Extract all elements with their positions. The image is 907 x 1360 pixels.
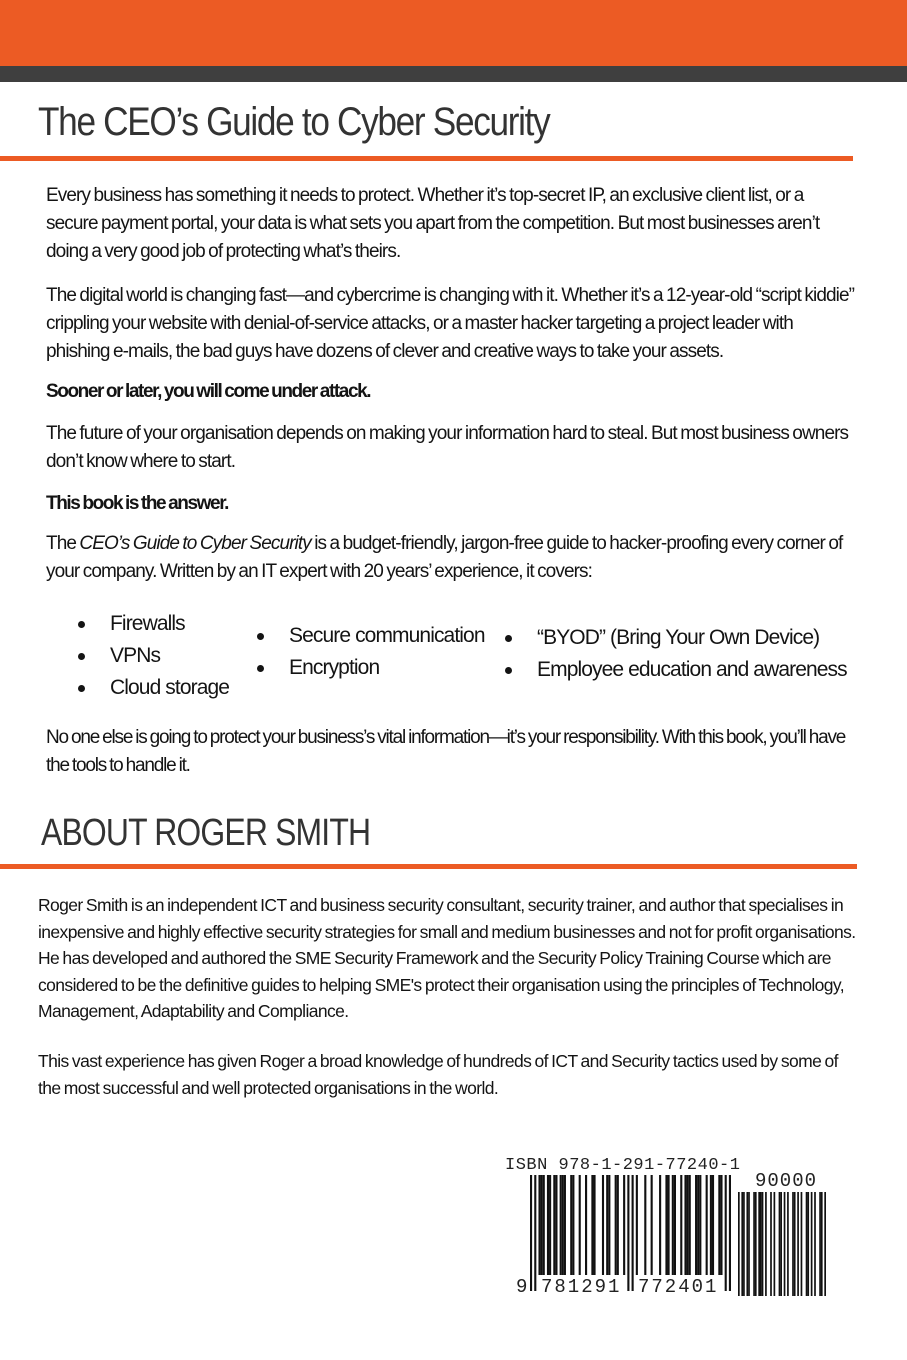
barcode-bar [672, 1175, 674, 1275]
barcode-bar [689, 1175, 691, 1275]
barcode-bar [779, 1192, 781, 1296]
barcode-bar [543, 1175, 545, 1275]
dark-header-stripe [0, 66, 907, 82]
barcode-bar [706, 1175, 708, 1275]
topic-item: Encryption [255, 652, 485, 684]
answer-statement: This book is the answer. [46, 493, 229, 514]
barcode-bar [697, 1175, 699, 1275]
ean-right-digits: 772401 [638, 1276, 719, 1298]
topic-item: Secure communication [255, 620, 485, 652]
barcode-bar [765, 1192, 767, 1296]
barcode-bar [636, 1175, 638, 1275]
book-summary-paragraph [46, 530, 858, 586]
barcode-bar [760, 1192, 762, 1296]
barcode-bar [824, 1192, 826, 1296]
barcode-bar [819, 1192, 821, 1296]
barcode-bar [741, 1192, 743, 1296]
price-code: 90000 [755, 1170, 818, 1192]
barcode-bar [608, 1175, 610, 1275]
barcode-bar [738, 1192, 740, 1296]
isbn-label: ISBN 978-1-291-77240-1 [505, 1156, 741, 1175]
ean-barcode [530, 1175, 731, 1291]
barcode-bar [538, 1175, 540, 1275]
barcode-bar [755, 1192, 757, 1296]
barcode-bar [762, 1192, 764, 1296]
barcode-bar [687, 1175, 689, 1275]
barcode-bar [659, 1175, 661, 1275]
barcode-bar [541, 1175, 543, 1275]
barcode-bar [794, 1192, 796, 1296]
barcode-bar [585, 1175, 587, 1275]
barcode-bar [665, 1175, 667, 1275]
barcode-bar [680, 1175, 682, 1275]
barcode-bar [729, 1175, 731, 1291]
topic-item: Firewalls [76, 608, 229, 640]
barcode-bar [797, 1192, 799, 1296]
barcode-bar [684, 1175, 686, 1275]
orange-header-band [0, 0, 907, 66]
barcode-bar [555, 1175, 557, 1275]
topics-column-2 [255, 620, 485, 684]
topics-column-1 [76, 608, 229, 704]
barcode-bar [720, 1175, 722, 1275]
barcode-bar [623, 1175, 625, 1275]
barcode-bar [534, 1175, 536, 1291]
barcode-bar [787, 1192, 789, 1296]
barcode-bar [780, 1192, 782, 1296]
barcode-bar [821, 1192, 823, 1296]
barcode-bar [758, 1192, 760, 1296]
barcode-bar [606, 1175, 608, 1275]
attack-warning: Sooner or later, you will come under attack. [46, 381, 371, 402]
barcode-bar [699, 1175, 701, 1275]
barcode-bar [811, 1192, 813, 1296]
responsibility-paragraph: No one else is going to protect your business’s vital information—it’s your responsibility. With this book, you’ll have the tools to handle it. [46, 727, 846, 776]
barcode-bar [602, 1175, 604, 1275]
barcode-bar [712, 1175, 714, 1275]
barcode-bar [695, 1175, 697, 1275]
topic-item: Cloud storage [76, 672, 229, 704]
barcode-bar [627, 1175, 629, 1291]
barcode-bar [674, 1175, 676, 1275]
barcode-bar [710, 1175, 712, 1275]
about-underline [0, 864, 857, 869]
barcode-bar [564, 1175, 566, 1275]
barcode-bar [725, 1175, 727, 1291]
barcode-bar [801, 1192, 803, 1296]
barcode-bar [668, 1175, 670, 1275]
ean-first-digit: 9 [516, 1276, 530, 1298]
barcode-bar [807, 1192, 809, 1296]
barcode-bar [753, 1192, 755, 1296]
barcode-bar [593, 1175, 595, 1275]
barcode-bar [562, 1175, 564, 1275]
barcode-bar [784, 1192, 786, 1296]
barcode-bar [746, 1192, 748, 1296]
summary-lead: The [46, 533, 80, 554]
barcode-bar [792, 1192, 794, 1296]
barcode-bar [549, 1175, 551, 1275]
barcode-bar [743, 1192, 745, 1296]
barcode-bar [617, 1175, 619, 1275]
barcode-bar [530, 1175, 532, 1291]
barcode-bar [615, 1175, 617, 1275]
topics-column-3 [503, 622, 847, 686]
barcode-bar [644, 1175, 646, 1275]
barcode-bar [560, 1175, 562, 1275]
barcode-bar [632, 1175, 634, 1291]
cybercrime-paragraph: The digital world is changing fast—and cybercrime is changing with it. Whether it’s a 12-year-old “script kiddie” crippling your website with denial-of-service attacks, or a master hacker targeting a project leader with phishing e-mails, the bad guys have dozens of clever and creative ways to take your assets. [46, 285, 855, 362]
barcode-bar [553, 1175, 555, 1275]
barcode-bar [814, 1192, 816, 1296]
author-experience-paragraph: This vast experience has given Roger a broad knowledge of hundreds of ICT and Security tactics used by some of the most successful and well protected organisations in the world. [38, 1051, 838, 1098]
topic-item: VPNs [76, 640, 229, 672]
price-barcode [738, 1192, 826, 1296]
topic-item: “BYOD” (Bring Your Own Device) [503, 622, 847, 654]
summary-body: is a budget-friendly, jargon-free guide to hacker-proofing every corner of your company. Written by an IT expert with 20 years’ experience, it covers: [46, 533, 843, 582]
book-title: The CEO’s Guide to Cyber Security [38, 100, 550, 144]
barcode-bar [570, 1175, 572, 1275]
book-title-italic: CEO’s Guide to Cyber Security [79, 533, 311, 554]
intro-paragraph: Every business has something it needs to protect. Whether it’s top-secret IP, an exclusive client list, or a secure payment portal, your data is what sets you apart from the competition. But most businesses aren’t doing a very good job of protecting what’s theirs. [46, 185, 820, 262]
barcode-bar [718, 1175, 720, 1275]
barcode-bar [770, 1192, 772, 1296]
ean-left-digits: 781291 [541, 1276, 622, 1298]
about-author-heading: ABOUT ROGER SMITH [41, 812, 371, 854]
barcode-bar [774, 1192, 776, 1296]
future-paragraph: The future of your organisation depends on making your information hard to steal. But most business owners don’t know where to start. [46, 423, 849, 472]
topic-item: Employee education and awareness [503, 654, 847, 686]
author-bio-paragraph: Roger Smith is an independent ICT and business security consultant, security trainer, and author that specialises in inexpensive and highly effective security strategies for small and medium businesses and not for profit organisations. He has developed and authored the SME Security Framework and the Security Policy Training Course which are considered to be the definitive guides to helping SME's protect their organisation using the principles of Technology, Management, Adaptability and Compliance. [38, 895, 856, 1021]
barcode-bar [547, 1175, 549, 1275]
barcode-bar [591, 1175, 593, 1275]
barcode-bar [651, 1175, 653, 1275]
barcode-bar [579, 1175, 581, 1275]
barcode-bar [806, 1192, 808, 1296]
title-underline [0, 156, 853, 161]
barcode-bar [748, 1192, 750, 1296]
barcode-bar [572, 1175, 574, 1275]
